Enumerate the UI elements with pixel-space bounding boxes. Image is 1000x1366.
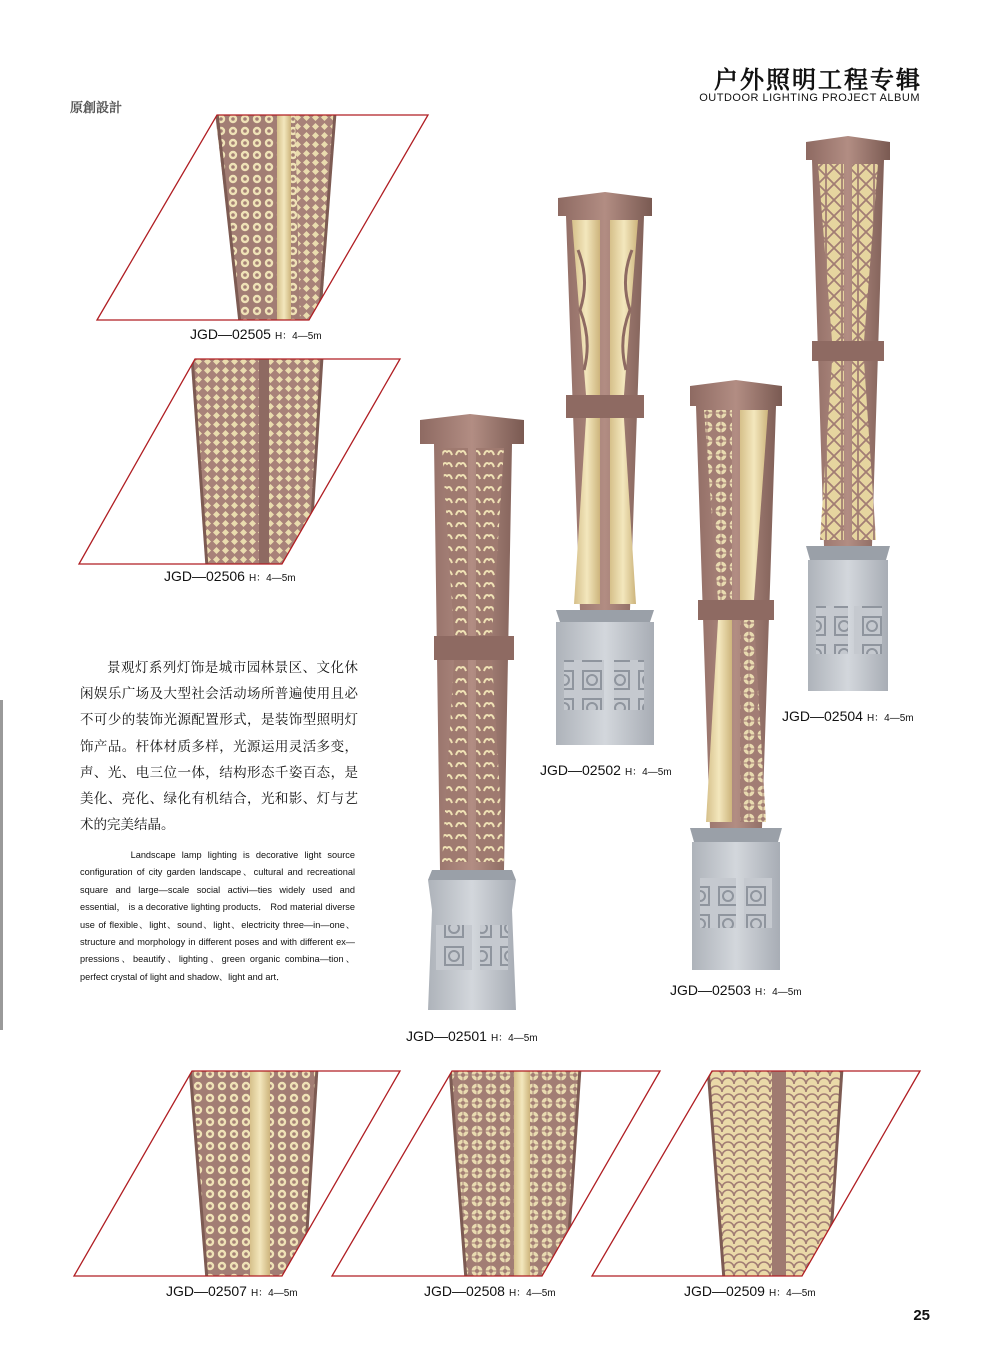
- detail-height: H：4—5m: [248, 573, 296, 584]
- detail-height: H：4—5m: [768, 1288, 816, 1299]
- lamp-02504: [802, 136, 894, 696]
- lamp-code: JGD—02503: [670, 982, 751, 998]
- detail-code: JGD—02506: [164, 568, 245, 584]
- lamp-code: JGD—02502: [540, 762, 621, 778]
- lamp-caption-02504: [782, 708, 914, 724]
- original-design-label: 原創設計: [70, 101, 123, 116]
- lamp-caption-02501: [406, 1028, 538, 1044]
- lamp-height: H：4—5m: [490, 1033, 538, 1044]
- detail-caption-02505: [190, 326, 322, 342]
- lamp-height: H：4—5m: [866, 713, 914, 724]
- description-en: Landscape lamp lighting is decorative light source configuration of city garden landscape、cultural and recreational square and large—scale social activi—ties widely used and essential， is a decorative lighting products． Rod material diverse use of flexible、light、sound、light、electricity three—in—one、structure and morphology in different poses and with different ex—pressions、beautify、lighting、green organic combina—tion、perfect crystal of light and shadow、light and art．: [80, 850, 355, 982]
- lamp-02501: [412, 410, 532, 1020]
- lamp-height: H：4—5m: [624, 767, 672, 778]
- detail-caption-02509: [684, 1283, 816, 1299]
- lamp-caption-02503: [670, 982, 802, 998]
- detail-panel-02505: [95, 113, 430, 323]
- detail-caption-02506: [164, 568, 296, 584]
- detail-caption-02508: [424, 1283, 556, 1299]
- detail-height: H：4—5m: [274, 331, 322, 342]
- detail-code: JGD—02508: [424, 1283, 505, 1299]
- lamp-02503: [686, 378, 786, 973]
- lamp-height: H：4—5m: [754, 987, 802, 998]
- detail-caption-02507: [166, 1283, 298, 1299]
- edge-bar: [0, 700, 3, 1030]
- lamp-02502: [550, 190, 660, 750]
- detail-panel-02509: [590, 1068, 922, 1280]
- description-zh: 景观灯系列灯饰是城市园林景区、文化休闲娱乐广场及大型社会活动场所普遍使用且必不可少的装饰光源配置形式，是装饰型照明灯饰产品。杆体材质多样，光源运用灵活多变，声、光、电三位一体，结构形态千姿百态，是美化、亮化、绿化有机结合，光和影、灯与艺术的完美结晶。: [80, 660, 358, 834]
- lamp-code: JGD—02501: [406, 1028, 487, 1044]
- lamp-caption-02502: [540, 762, 672, 778]
- detail-panel-02506: [77, 357, 402, 567]
- album-title-en: OUTDOOR LIGHTING PROJECT ALBUM: [699, 92, 920, 104]
- lamp-code: JGD—02504: [782, 708, 863, 724]
- detail-code: JGD—02509: [684, 1283, 765, 1299]
- detail-code: JGD—02507: [166, 1283, 247, 1299]
- album-title-zh: 户外照明工程专辑: [714, 66, 922, 94]
- detail-code: JGD—02505: [190, 326, 271, 342]
- page-number: 25: [913, 1307, 930, 1324]
- detail-height: H：4—5m: [250, 1288, 298, 1299]
- detail-height: H：4—5m: [508, 1288, 556, 1299]
